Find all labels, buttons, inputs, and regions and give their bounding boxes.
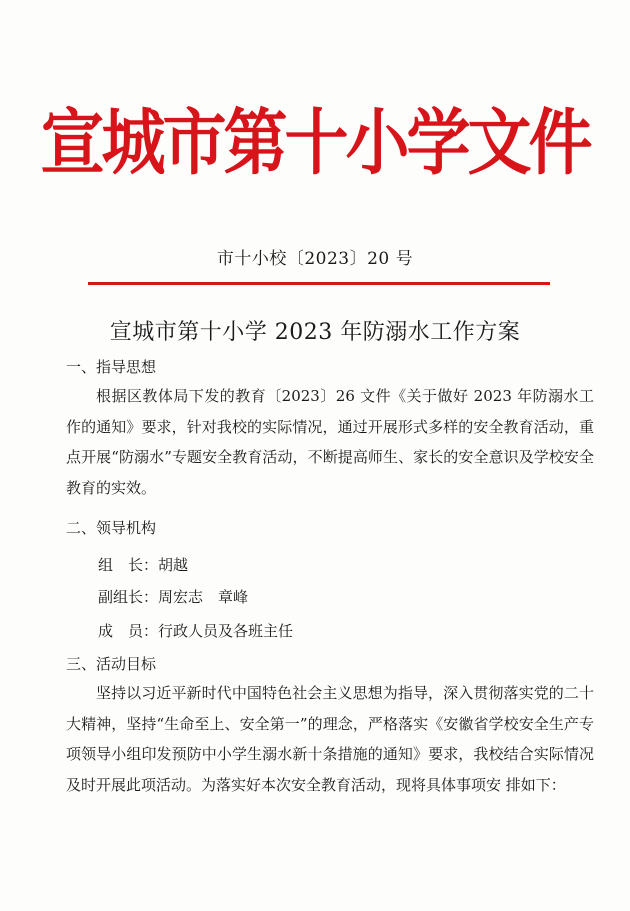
member-line-deputy: 副组长：周宏志 章峰	[98, 588, 249, 606]
document-title: 宣城市第十小学 2023 年防溺水工作方案	[109, 320, 521, 345]
paragraph-goals: 坚持以习近平新时代中国特色社会主义思想为指导，深入贯彻落实党的二十大精神，坚持“生命至上、安全第一”的理念，严格落实《安徽省学校安全生产专项领导小组印发预防中小学生溺水新十条措施的通知》要求，我校结合实际情况及时开展此项活动。为落实好本次安全教育活动，现将具体事项安 排如下：	[66, 684, 594, 794]
red-divider-line	[88, 282, 550, 285]
document-number: 市十小校〔2023〕20 号	[216, 249, 414, 269]
section-heading-goals: 三、活动目标	[66, 655, 157, 673]
paragraph-guiding-thought: 根据区教体局下发的教育〔2023〕26 文件《关于做好 2023 年防溺水工作的通知》要求，针对我校的实际情况，通过开展形式多样的安全教育活动，重点开展“防溺水”专题安全教育活动，不断提高师生、家长的安全意识及学校安全教育的实效。	[66, 387, 594, 497]
section-heading-guiding-thought: 一、指导思想	[66, 358, 157, 376]
member-line-members: 成 员：行政人员及各班主任	[98, 622, 294, 640]
section-heading-leadership: 二、领导机构	[66, 519, 157, 537]
masthead-title: 宣城市第十小学文件	[40, 101, 590, 186]
member-line-leader: 组 长：胡越	[98, 556, 189, 574]
